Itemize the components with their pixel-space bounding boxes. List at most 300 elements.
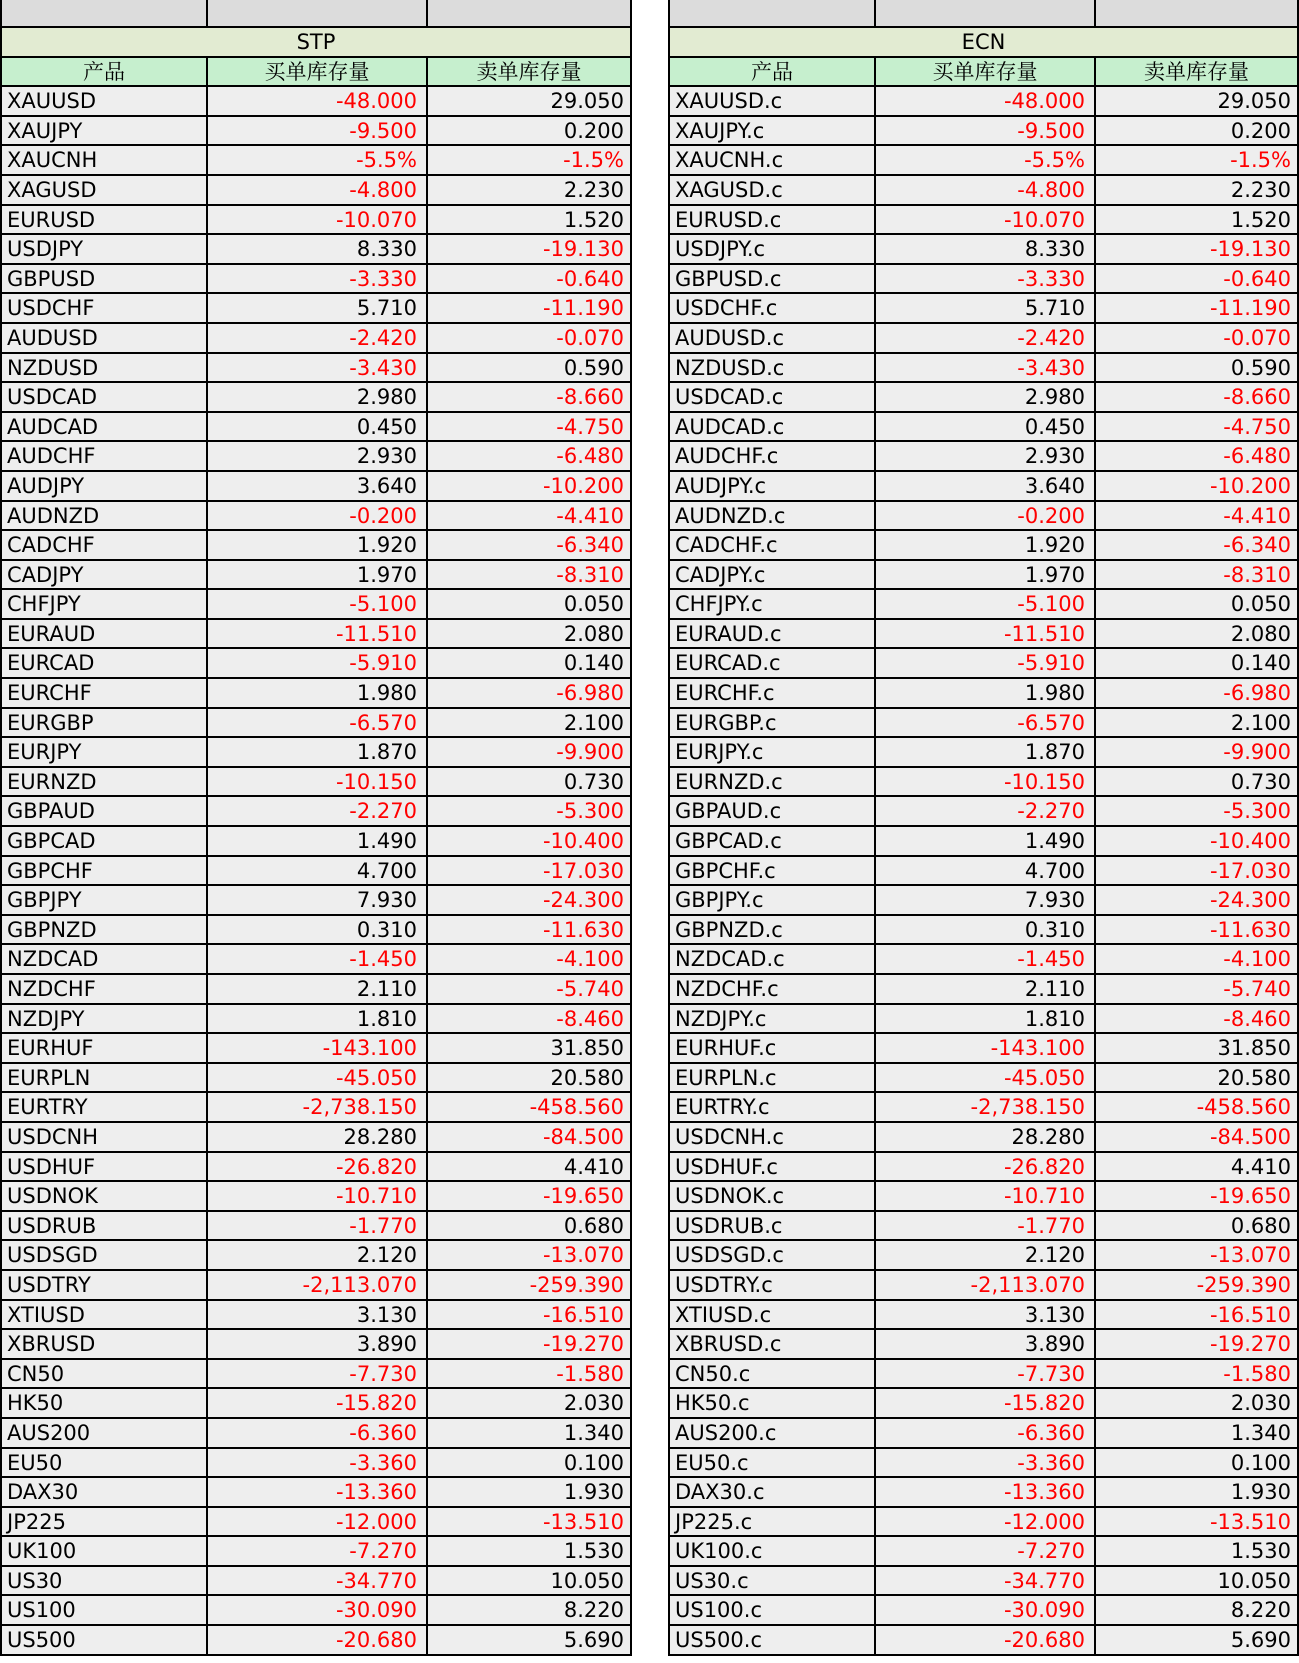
cell-product[interactable]: GBPAUD <box>0 797 206 825</box>
cell-sell-stock[interactable]: -4.750 <box>426 413 632 441</box>
cell-product[interactable]: USDHUF.c <box>668 1153 874 1181</box>
cell-sell-stock[interactable]: 1.530 <box>1094 1537 1299 1565</box>
cell-buy-stock[interactable]: -26.820 <box>206 1153 426 1181</box>
cell-buy-stock[interactable]: 28.280 <box>206 1123 426 1151</box>
cell-buy-stock[interactable]: -48.000 <box>206 87 426 115</box>
cell-buy-stock[interactable]: -6.570 <box>206 709 426 737</box>
cell-sell-stock[interactable]: -5.740 <box>426 975 632 1003</box>
cell-product[interactable]: US100.c <box>668 1596 874 1624</box>
cell-product[interactable]: EURGBP.c <box>668 709 874 737</box>
cell-product[interactable]: NZDUSD <box>0 354 206 382</box>
cell-buy-stock[interactable]: 7.930 <box>206 886 426 914</box>
cell-buy-stock[interactable]: -4.800 <box>874 176 1094 204</box>
blank-cell[interactable] <box>206 0 426 26</box>
cell-buy-stock[interactable]: -9.500 <box>206 117 426 145</box>
cell-buy-stock[interactable]: -7.730 <box>206 1360 426 1388</box>
cell-sell-stock[interactable]: 0.100 <box>1094 1449 1299 1477</box>
cell-buy-stock[interactable]: -3.360 <box>874 1449 1094 1477</box>
cell-buy-stock[interactable]: 4.700 <box>206 857 426 885</box>
cell-product[interactable]: HK50.c <box>668 1389 874 1417</box>
cell-buy-stock[interactable]: -10.150 <box>874 768 1094 796</box>
cell-product[interactable]: USDRUB <box>0 1212 206 1240</box>
cell-product[interactable]: XAGUSD.c <box>668 176 874 204</box>
cell-buy-stock[interactable]: -11.510 <box>874 620 1094 648</box>
cell-sell-stock[interactable]: -9.900 <box>426 738 632 766</box>
cell-product[interactable]: USDSGD <box>0 1241 206 1269</box>
cell-buy-stock[interactable]: -2,738.150 <box>874 1093 1094 1121</box>
cell-sell-stock[interactable]: -6.340 <box>1094 531 1299 559</box>
cell-product[interactable]: USDCAD <box>0 383 206 411</box>
cell-buy-stock[interactable]: 5.710 <box>874 294 1094 322</box>
cell-product[interactable]: GBPJPY <box>0 886 206 914</box>
cell-sell-stock[interactable]: -17.030 <box>426 857 632 885</box>
cell-product[interactable]: EURHUF <box>0 1034 206 1062</box>
cell-product[interactable]: USDJPY.c <box>668 235 874 263</box>
cell-sell-stock[interactable]: -84.500 <box>426 1123 632 1151</box>
cell-product[interactable]: USDTRY <box>0 1271 206 1299</box>
cell-product[interactable]: CN50.c <box>668 1360 874 1388</box>
cell-product[interactable]: GBPCAD <box>0 827 206 855</box>
cell-buy-stock[interactable]: -2,113.070 <box>206 1271 426 1299</box>
cell-buy-stock[interactable]: -30.090 <box>874 1596 1094 1624</box>
cell-buy-stock[interactable]: 1.970 <box>874 561 1094 589</box>
cell-buy-stock[interactable]: -3.430 <box>206 354 426 382</box>
cell-sell-stock[interactable]: -19.270 <box>1094 1330 1299 1358</box>
cell-product[interactable]: UK100 <box>0 1537 206 1565</box>
cell-sell-stock[interactable]: 10.050 <box>1094 1567 1299 1595</box>
cell-buy-stock[interactable]: -10.070 <box>206 206 426 234</box>
cell-buy-stock[interactable]: 1.490 <box>206 827 426 855</box>
cell-sell-stock[interactable]: -10.200 <box>1094 472 1299 500</box>
cell-product[interactable]: USDNOK <box>0 1182 206 1210</box>
cell-sell-stock[interactable]: 1.520 <box>426 206 632 234</box>
cell-sell-stock[interactable]: -259.390 <box>426 1271 632 1299</box>
cell-buy-stock[interactable]: -45.050 <box>874 1064 1094 1092</box>
cell-product[interactable]: AUS200 <box>0 1419 206 1447</box>
cell-product[interactable]: UK100.c <box>668 1537 874 1565</box>
cell-sell-stock[interactable]: -8.310 <box>1094 561 1299 589</box>
cell-sell-stock[interactable]: -1.580 <box>1094 1360 1299 1388</box>
cell-buy-stock[interactable]: 0.310 <box>206 916 426 944</box>
cell-sell-stock[interactable]: 29.050 <box>426 87 632 115</box>
cell-sell-stock[interactable]: -6.480 <box>1094 442 1299 470</box>
cell-buy-stock[interactable]: -45.050 <box>206 1064 426 1092</box>
cell-product[interactable]: XAUUSD.c <box>668 87 874 115</box>
cell-buy-stock[interactable]: -1.770 <box>206 1212 426 1240</box>
cell-product[interactable]: US30 <box>0 1567 206 1595</box>
cell-buy-stock[interactable]: 2.120 <box>874 1241 1094 1269</box>
cell-buy-stock[interactable]: -30.090 <box>206 1596 426 1624</box>
cell-product[interactable]: EURAUD.c <box>668 620 874 648</box>
cell-product[interactable]: EURCHF.c <box>668 679 874 707</box>
cell-buy-stock[interactable]: 1.920 <box>206 531 426 559</box>
blank-cell[interactable] <box>1094 0 1299 26</box>
cell-sell-stock[interactable]: -11.630 <box>426 916 632 944</box>
cell-sell-stock[interactable]: -10.400 <box>1094 827 1299 855</box>
cell-sell-stock[interactable]: 0.200 <box>1094 117 1299 145</box>
cell-product[interactable]: XBRUSD.c <box>668 1330 874 1358</box>
cell-buy-stock[interactable]: -2.420 <box>874 324 1094 352</box>
cell-buy-stock[interactable]: 0.310 <box>874 916 1094 944</box>
cell-product[interactable]: NZDCHF <box>0 975 206 1003</box>
cell-buy-stock[interactable]: -143.100 <box>874 1034 1094 1062</box>
cell-sell-stock[interactable]: -0.640 <box>1094 265 1299 293</box>
cell-buy-stock[interactable]: -6.360 <box>874 1419 1094 1447</box>
cell-product[interactable]: USDSGD.c <box>668 1241 874 1269</box>
cell-buy-stock[interactable]: -4.800 <box>206 176 426 204</box>
cell-sell-stock[interactable]: -19.130 <box>426 235 632 263</box>
cell-sell-stock[interactable]: -4.410 <box>1094 502 1299 530</box>
cell-sell-stock[interactable]: -8.660 <box>1094 383 1299 411</box>
cell-buy-stock[interactable]: -34.770 <box>206 1567 426 1595</box>
cell-sell-stock[interactable]: -5.300 <box>426 797 632 825</box>
cell-sell-stock[interactable]: 20.580 <box>1094 1064 1299 1092</box>
cell-sell-stock[interactable]: -259.390 <box>1094 1271 1299 1299</box>
cell-sell-stock[interactable]: -0.070 <box>426 324 632 352</box>
cell-buy-stock[interactable]: 3.640 <box>874 472 1094 500</box>
cell-buy-stock[interactable]: 1.810 <box>206 1005 426 1033</box>
cell-sell-stock[interactable]: -8.460 <box>426 1005 632 1033</box>
cell-product[interactable]: GBPAUD.c <box>668 797 874 825</box>
cell-buy-stock[interactable]: 3.130 <box>874 1301 1094 1329</box>
cell-sell-stock[interactable]: 1.930 <box>1094 1478 1299 1506</box>
col-header-buy[interactable]: 买单库存量 <box>874 58 1094 86</box>
cell-buy-stock[interactable]: -2,738.150 <box>206 1093 426 1121</box>
cell-buy-stock[interactable]: 3.130 <box>206 1301 426 1329</box>
cell-sell-stock[interactable]: -13.510 <box>426 1508 632 1536</box>
blank-cell[interactable] <box>668 0 874 26</box>
cell-sell-stock[interactable]: -1.580 <box>426 1360 632 1388</box>
cell-buy-stock[interactable]: -1.770 <box>874 1212 1094 1240</box>
cell-sell-stock[interactable]: 2.080 <box>1094 620 1299 648</box>
cell-product[interactable]: CADJPY <box>0 561 206 589</box>
cell-sell-stock[interactable]: 20.580 <box>426 1064 632 1092</box>
cell-product[interactable]: GBPCAD.c <box>668 827 874 855</box>
cell-sell-stock[interactable]: 2.030 <box>426 1389 632 1417</box>
cell-sell-stock[interactable]: -11.190 <box>426 294 632 322</box>
cell-product[interactable]: EURNZD.c <box>668 768 874 796</box>
cell-buy-stock[interactable]: -3.330 <box>206 265 426 293</box>
cell-sell-stock[interactable]: -8.460 <box>1094 1005 1299 1033</box>
cell-sell-stock[interactable]: -84.500 <box>1094 1123 1299 1151</box>
cell-sell-stock[interactable]: -0.640 <box>426 265 632 293</box>
table-title[interactable]: STP <box>0 28 632 56</box>
cell-buy-stock[interactable]: 2.980 <box>874 383 1094 411</box>
cell-sell-stock[interactable]: 0.140 <box>1094 649 1299 677</box>
cell-product[interactable]: AUDUSD.c <box>668 324 874 352</box>
cell-buy-stock[interactable]: -34.770 <box>874 1567 1094 1595</box>
cell-buy-stock[interactable]: 2.110 <box>874 975 1094 1003</box>
cell-sell-stock[interactable]: -13.510 <box>1094 1508 1299 1536</box>
cell-product[interactable]: AUDNZD <box>0 502 206 530</box>
cell-product[interactable]: USDRUB.c <box>668 1212 874 1240</box>
col-header-product[interactable]: 产品 <box>0 58 206 86</box>
cell-product[interactable]: US30.c <box>668 1567 874 1595</box>
cell-sell-stock[interactable]: 0.590 <box>1094 354 1299 382</box>
cell-product[interactable]: USDCHF <box>0 294 206 322</box>
cell-product[interactable]: USDCAD.c <box>668 383 874 411</box>
cell-product[interactable]: DAX30.c <box>668 1478 874 1506</box>
table-title[interactable]: ECN <box>668 28 1299 56</box>
cell-buy-stock[interactable]: -0.200 <box>874 502 1094 530</box>
cell-product[interactable]: EURUSD <box>0 206 206 234</box>
cell-buy-stock[interactable]: -5.910 <box>206 649 426 677</box>
cell-buy-stock[interactable]: -1.450 <box>206 945 426 973</box>
cell-sell-stock[interactable]: 8.220 <box>426 1596 632 1624</box>
cell-sell-stock[interactable]: -10.200 <box>426 472 632 500</box>
cell-product[interactable]: EURPLN <box>0 1064 206 1092</box>
cell-buy-stock[interactable]: -13.360 <box>206 1478 426 1506</box>
cell-buy-stock[interactable]: -10.070 <box>874 206 1094 234</box>
cell-product[interactable]: CN50 <box>0 1360 206 1388</box>
cell-sell-stock[interactable]: 2.100 <box>1094 709 1299 737</box>
cell-sell-stock[interactable]: -24.300 <box>1094 886 1299 914</box>
cell-product[interactable]: EURHUF.c <box>668 1034 874 1062</box>
cell-sell-stock[interactable]: -5.300 <box>1094 797 1299 825</box>
cell-product[interactable]: NZDCAD.c <box>668 945 874 973</box>
cell-sell-stock[interactable]: -16.510 <box>1094 1301 1299 1329</box>
cell-product[interactable]: XAUUSD <box>0 87 206 115</box>
cell-buy-stock[interactable]: 1.810 <box>874 1005 1094 1033</box>
cell-product[interactable]: USDCNH <box>0 1123 206 1151</box>
cell-product[interactable]: USDTRY.c <box>668 1271 874 1299</box>
cell-product[interactable]: AUDNZD.c <box>668 502 874 530</box>
cell-buy-stock[interactable]: -5.5% <box>874 146 1094 174</box>
cell-sell-stock[interactable]: 2.230 <box>1094 176 1299 204</box>
cell-product[interactable]: AUDCAD <box>0 413 206 441</box>
cell-product[interactable]: AUDCHF.c <box>668 442 874 470</box>
cell-sell-stock[interactable]: 31.850 <box>426 1034 632 1062</box>
cell-sell-stock[interactable]: -4.100 <box>1094 945 1299 973</box>
col-header-sell[interactable]: 卖单库存量 <box>1094 58 1299 86</box>
cell-buy-stock[interactable]: -20.680 <box>206 1626 426 1654</box>
col-header-buy[interactable]: 买单库存量 <box>206 58 426 86</box>
cell-product[interactable]: EURUSD.c <box>668 206 874 234</box>
cell-buy-stock[interactable]: 0.450 <box>874 413 1094 441</box>
cell-product[interactable]: EURPLN.c <box>668 1064 874 1092</box>
cell-sell-stock[interactable]: 0.680 <box>426 1212 632 1240</box>
cell-product[interactable]: GBPUSD.c <box>668 265 874 293</box>
cell-buy-stock[interactable]: 1.970 <box>206 561 426 589</box>
blank-cell[interactable] <box>874 0 1094 26</box>
cell-product[interactable]: EURJPY.c <box>668 738 874 766</box>
cell-product[interactable]: EURCAD <box>0 649 206 677</box>
cell-sell-stock[interactable]: 0.140 <box>426 649 632 677</box>
cell-product[interactable]: EURCHF <box>0 679 206 707</box>
cell-buy-stock[interactable]: 1.980 <box>206 679 426 707</box>
cell-buy-stock[interactable]: -3.430 <box>874 354 1094 382</box>
cell-buy-stock[interactable]: -6.570 <box>874 709 1094 737</box>
cell-sell-stock[interactable]: 5.690 <box>1094 1626 1299 1654</box>
cell-buy-stock[interactable]: 8.330 <box>874 235 1094 263</box>
cell-product[interactable]: EURTRY <box>0 1093 206 1121</box>
cell-sell-stock[interactable]: -19.650 <box>1094 1182 1299 1210</box>
cell-sell-stock[interactable]: 2.100 <box>426 709 632 737</box>
cell-buy-stock[interactable]: 3.890 <box>206 1330 426 1358</box>
cell-buy-stock[interactable]: -7.270 <box>874 1537 1094 1565</box>
cell-sell-stock[interactable]: 4.410 <box>1094 1153 1299 1181</box>
cell-product[interactable]: AUDUSD <box>0 324 206 352</box>
cell-buy-stock[interactable]: 3.890 <box>874 1330 1094 1358</box>
cell-product[interactable]: US100 <box>0 1596 206 1624</box>
cell-buy-stock[interactable]: 7.930 <box>874 886 1094 914</box>
cell-sell-stock[interactable]: 0.200 <box>426 117 632 145</box>
cell-sell-stock[interactable]: -4.750 <box>1094 413 1299 441</box>
cell-sell-stock[interactable]: -8.310 <box>426 561 632 589</box>
cell-sell-stock[interactable]: -19.270 <box>426 1330 632 1358</box>
cell-product[interactable]: XAGUSD <box>0 176 206 204</box>
cell-product[interactable]: USDNOK.c <box>668 1182 874 1210</box>
cell-product[interactable]: XBRUSD <box>0 1330 206 1358</box>
cell-buy-stock[interactable]: -15.820 <box>206 1389 426 1417</box>
cell-product[interactable]: AUDJPY <box>0 472 206 500</box>
cell-buy-stock[interactable]: -3.330 <box>874 265 1094 293</box>
cell-product[interactable]: EURNZD <box>0 768 206 796</box>
cell-product[interactable]: USDHUF <box>0 1153 206 1181</box>
cell-product[interactable]: XAUCNH.c <box>668 146 874 174</box>
cell-product[interactable]: JP225.c <box>668 1508 874 1536</box>
cell-sell-stock[interactable]: -17.030 <box>1094 857 1299 885</box>
cell-buy-stock[interactable]: 5.710 <box>206 294 426 322</box>
cell-product[interactable]: NZDUSD.c <box>668 354 874 382</box>
cell-product[interactable]: CHFJPY <box>0 590 206 618</box>
cell-product[interactable]: XTIUSD <box>0 1301 206 1329</box>
cell-buy-stock[interactable]: -11.510 <box>206 620 426 648</box>
cell-buy-stock[interactable]: 28.280 <box>874 1123 1094 1151</box>
cell-buy-stock[interactable]: 2.930 <box>206 442 426 470</box>
cell-buy-stock[interactable]: -7.730 <box>874 1360 1094 1388</box>
cell-buy-stock[interactable]: 1.870 <box>874 738 1094 766</box>
cell-sell-stock[interactable]: -4.410 <box>426 502 632 530</box>
cell-sell-stock[interactable]: -19.130 <box>1094 235 1299 263</box>
cell-buy-stock[interactable]: -48.000 <box>874 87 1094 115</box>
cell-sell-stock[interactable]: -6.340 <box>426 531 632 559</box>
cell-buy-stock[interactable]: -7.270 <box>206 1537 426 1565</box>
cell-buy-stock[interactable]: 2.110 <box>206 975 426 1003</box>
cell-buy-stock[interactable]: -0.200 <box>206 502 426 530</box>
cell-sell-stock[interactable]: 8.220 <box>1094 1596 1299 1624</box>
cell-product[interactable]: EU50.c <box>668 1449 874 1477</box>
cell-sell-stock[interactable]: -8.660 <box>426 383 632 411</box>
cell-buy-stock[interactable]: -12.000 <box>206 1508 426 1536</box>
cell-buy-stock[interactable]: -10.710 <box>206 1182 426 1210</box>
cell-product[interactable]: CADCHF <box>0 531 206 559</box>
cell-sell-stock[interactable]: -6.980 <box>426 679 632 707</box>
cell-product[interactable]: NZDJPY <box>0 1005 206 1033</box>
cell-product[interactable]: GBPCHF.c <box>668 857 874 885</box>
cell-sell-stock[interactable]: 1.340 <box>426 1419 632 1447</box>
cell-product[interactable]: USDCHF.c <box>668 294 874 322</box>
cell-product[interactable]: HK50 <box>0 1389 206 1417</box>
cell-product[interactable]: NZDCAD <box>0 945 206 973</box>
cell-buy-stock[interactable]: 1.870 <box>206 738 426 766</box>
cell-buy-stock[interactable]: 8.330 <box>206 235 426 263</box>
col-header-sell[interactable]: 卖单库存量 <box>426 58 632 86</box>
cell-sell-stock[interactable]: 4.410 <box>426 1153 632 1181</box>
cell-sell-stock[interactable]: -458.560 <box>426 1093 632 1121</box>
cell-sell-stock[interactable]: 1.930 <box>426 1478 632 1506</box>
cell-buy-stock[interactable]: -5.5% <box>206 146 426 174</box>
cell-sell-stock[interactable]: -1.5% <box>1094 146 1299 174</box>
cell-sell-stock[interactable]: 1.340 <box>1094 1419 1299 1447</box>
cell-product[interactable]: CADJPY.c <box>668 561 874 589</box>
cell-buy-stock[interactable]: -15.820 <box>874 1389 1094 1417</box>
cell-buy-stock[interactable]: 0.450 <box>206 413 426 441</box>
cell-sell-stock[interactable]: -9.900 <box>1094 738 1299 766</box>
cell-product[interactable]: USDJPY <box>0 235 206 263</box>
cell-sell-stock[interactable]: 1.530 <box>426 1537 632 1565</box>
cell-sell-stock[interactable]: -4.100 <box>426 945 632 973</box>
cell-buy-stock[interactable]: 2.120 <box>206 1241 426 1269</box>
blank-cell[interactable] <box>426 0 632 26</box>
cell-product[interactable]: EURCAD.c <box>668 649 874 677</box>
cell-sell-stock[interactable]: 1.520 <box>1094 206 1299 234</box>
cell-sell-stock[interactable]: 0.730 <box>426 768 632 796</box>
cell-buy-stock[interactable]: 3.640 <box>206 472 426 500</box>
cell-product[interactable]: GBPNZD <box>0 916 206 944</box>
cell-product[interactable]: EURJPY <box>0 738 206 766</box>
cell-buy-stock[interactable]: -13.360 <box>874 1478 1094 1506</box>
cell-product[interactable]: EURAUD <box>0 620 206 648</box>
cell-sell-stock[interactable]: 0.590 <box>426 354 632 382</box>
cell-product[interactable]: EURGBP <box>0 709 206 737</box>
cell-sell-stock[interactable]: -6.980 <box>1094 679 1299 707</box>
cell-product[interactable]: XAUJPY <box>0 117 206 145</box>
cell-sell-stock[interactable]: -24.300 <box>426 886 632 914</box>
cell-sell-stock[interactable]: 0.730 <box>1094 768 1299 796</box>
cell-sell-stock[interactable]: 29.050 <box>1094 87 1299 115</box>
cell-buy-stock[interactable]: 2.930 <box>874 442 1094 470</box>
cell-buy-stock[interactable]: -10.710 <box>874 1182 1094 1210</box>
cell-product[interactable]: JP225 <box>0 1508 206 1536</box>
cell-sell-stock[interactable]: -10.400 <box>426 827 632 855</box>
cell-product[interactable]: AUS200.c <box>668 1419 874 1447</box>
cell-product[interactable]: EURTRY.c <box>668 1093 874 1121</box>
cell-buy-stock[interactable]: -9.500 <box>874 117 1094 145</box>
cell-product[interactable]: NZDJPY.c <box>668 1005 874 1033</box>
cell-sell-stock[interactable]: -0.070 <box>1094 324 1299 352</box>
cell-sell-stock[interactable]: -19.650 <box>426 1182 632 1210</box>
blank-cell[interactable] <box>0 0 206 26</box>
cell-sell-stock[interactable]: -11.630 <box>1094 916 1299 944</box>
cell-sell-stock[interactable]: 0.050 <box>426 590 632 618</box>
cell-buy-stock[interactable]: -5.100 <box>874 590 1094 618</box>
cell-product[interactable]: AUDJPY.c <box>668 472 874 500</box>
cell-buy-stock[interactable]: -26.820 <box>874 1153 1094 1181</box>
cell-sell-stock[interactable]: -16.510 <box>426 1301 632 1329</box>
cell-buy-stock[interactable]: 1.490 <box>874 827 1094 855</box>
cell-sell-stock[interactable]: 0.100 <box>426 1449 632 1477</box>
cell-sell-stock[interactable]: 0.050 <box>1094 590 1299 618</box>
cell-buy-stock[interactable]: -10.150 <box>206 768 426 796</box>
cell-sell-stock[interactable]: 5.690 <box>426 1626 632 1654</box>
cell-product[interactable]: CHFJPY.c <box>668 590 874 618</box>
cell-sell-stock[interactable]: 2.080 <box>426 620 632 648</box>
cell-buy-stock[interactable]: -12.000 <box>874 1508 1094 1536</box>
cell-buy-stock[interactable]: 2.980 <box>206 383 426 411</box>
cell-sell-stock[interactable]: 2.230 <box>426 176 632 204</box>
cell-product[interactable]: XTIUSD.c <box>668 1301 874 1329</box>
cell-product[interactable]: CADCHF.c <box>668 531 874 559</box>
cell-buy-stock[interactable]: -2.270 <box>874 797 1094 825</box>
cell-product[interactable]: US500.c <box>668 1626 874 1654</box>
cell-product[interactable]: XAUCNH <box>0 146 206 174</box>
cell-buy-stock[interactable]: -5.100 <box>206 590 426 618</box>
cell-sell-stock[interactable]: -1.5% <box>426 146 632 174</box>
cell-buy-stock[interactable]: 1.980 <box>874 679 1094 707</box>
cell-buy-stock[interactable]: 1.920 <box>874 531 1094 559</box>
cell-sell-stock[interactable]: -13.070 <box>1094 1241 1299 1269</box>
